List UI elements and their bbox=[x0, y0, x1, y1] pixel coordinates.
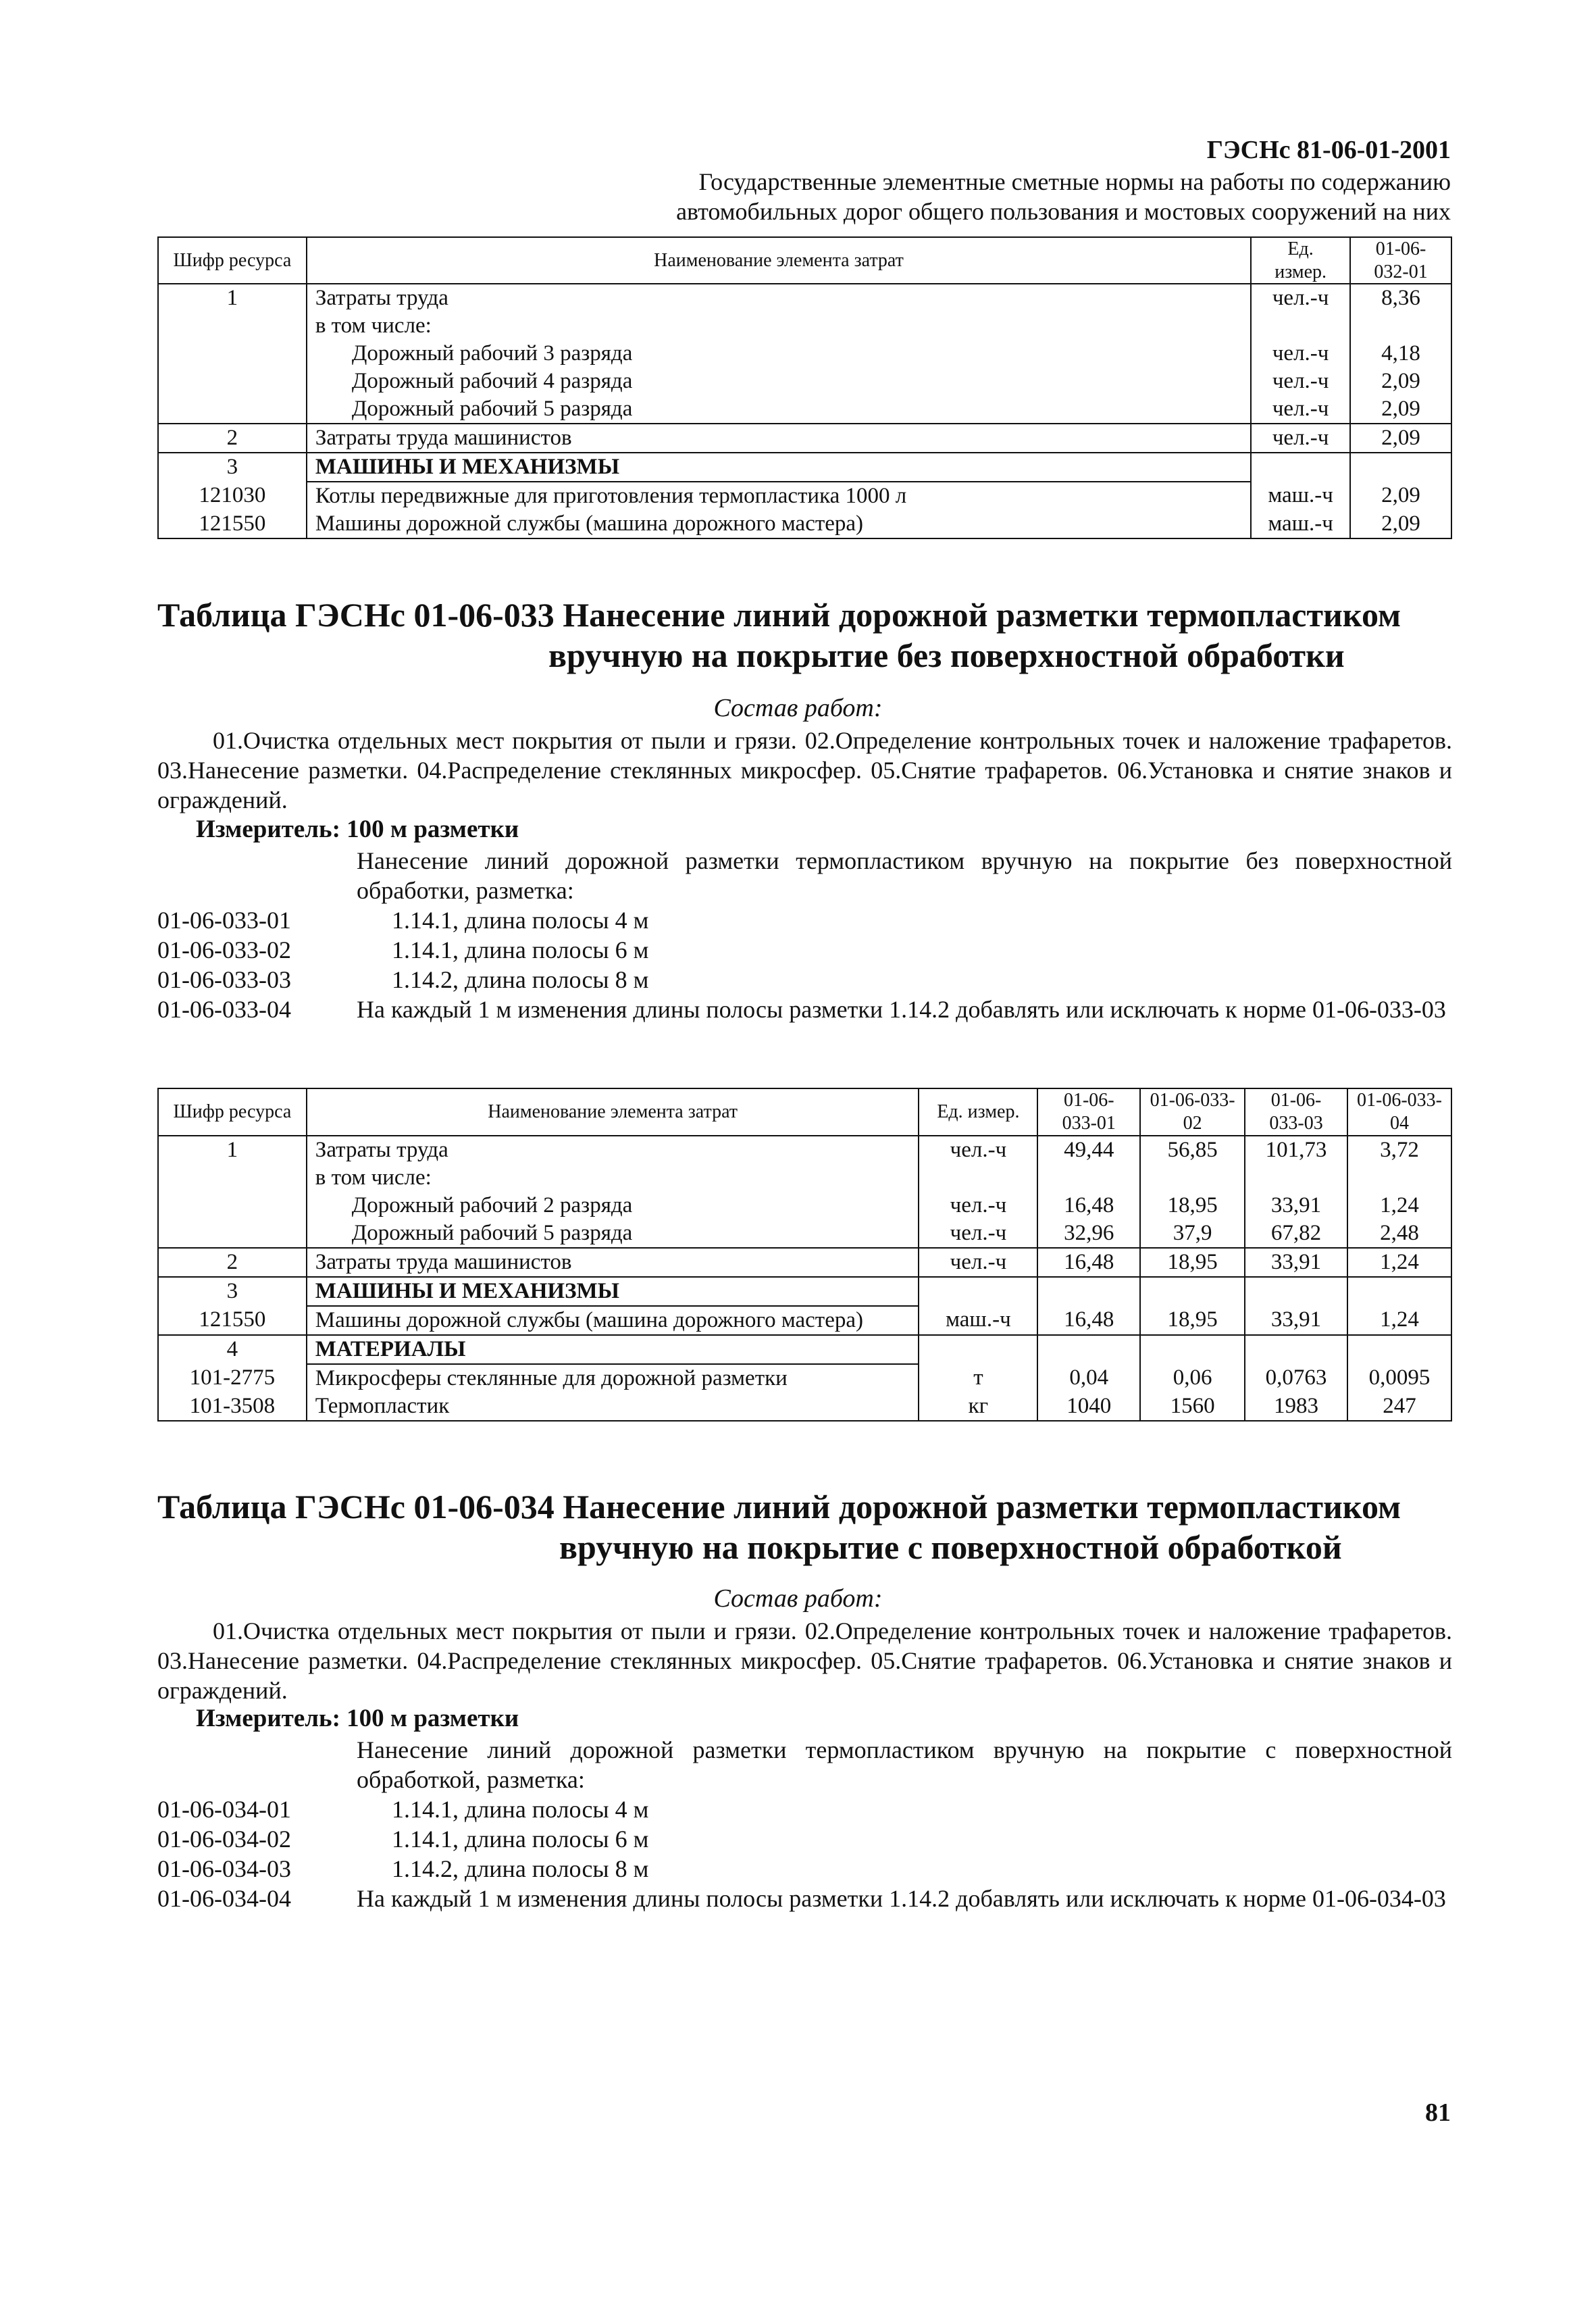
norm-item bbox=[157, 965, 648, 995]
cell-value: 56,85 bbox=[1140, 1136, 1245, 1164]
cell-value: 2,09 bbox=[1350, 395, 1451, 424]
cell-value bbox=[1350, 453, 1451, 482]
norm-item bbox=[157, 1884, 1452, 1943]
cell-value: 1040 bbox=[1037, 1392, 1140, 1421]
table-row bbox=[158, 368, 1451, 395]
cell-unit bbox=[919, 1277, 1037, 1306]
header-name: Наименование элемента затрат bbox=[307, 237, 1251, 284]
header-col1: 01-06-032-01 bbox=[1350, 237, 1451, 284]
header-cipher: Шифр ресурса bbox=[158, 1088, 307, 1136]
cell-cipher: 101-2775 bbox=[158, 1364, 307, 1392]
cell-unit: маш.-ч bbox=[919, 1306, 1037, 1335]
cell-cipher bbox=[158, 1164, 307, 1192]
cell-cipher: 1 bbox=[158, 284, 307, 312]
norm-code: 01-06-033-04 bbox=[157, 996, 291, 1023]
document-code: ГЭСНс 81-06-01-2001 bbox=[1206, 136, 1451, 164]
cell-cipher: 4 bbox=[158, 1335, 307, 1364]
section-033-works bbox=[157, 726, 1452, 815]
table-row bbox=[158, 1192, 1451, 1219]
section-034-title-line2: вручную на покрытие с поверхностной обработкой bbox=[559, 1528, 1342, 1566]
cell-name: Дорожный рабочий 4 разряда bbox=[307, 368, 1251, 395]
section-033-intro: Нанесение линий дорожной разметки термопластиком вручную на покрытие без поверхностной обработки, разметка: bbox=[357, 847, 1452, 904]
header-col3: 01-06-033-03 bbox=[1245, 1088, 1347, 1136]
section-033-title-line1: Таблица ГЭСНс 01-06-033 Нанесение линий дорожной разметки термопластиком bbox=[157, 596, 1401, 634]
cell-value: 2,09 bbox=[1350, 424, 1451, 453]
norm-code: 01-06-034-04 bbox=[157, 1885, 291, 1912]
header-unit: Ед. измер. bbox=[919, 1088, 1037, 1136]
cell-unit: чел.-ч bbox=[919, 1248, 1037, 1277]
header-col1: 01-06-033-01 bbox=[1037, 1088, 1140, 1136]
cell-name: Дорожный рабочий 2 разряда bbox=[307, 1192, 919, 1219]
table-row bbox=[158, 284, 1451, 312]
cell-value: 1,24 bbox=[1347, 1192, 1451, 1219]
cell-value: 33,91 bbox=[1245, 1306, 1347, 1335]
cell-cipher bbox=[158, 1219, 307, 1248]
section-033-title-line2: вручную на покрытие без поверхностной обработки bbox=[548, 636, 1345, 674]
cell-cipher: 2 bbox=[158, 424, 307, 453]
cell-value bbox=[1140, 1164, 1245, 1192]
cell-value: 3,72 bbox=[1347, 1136, 1451, 1164]
cell-unit: чел.-ч bbox=[1251, 284, 1350, 312]
norm-code: 01-06-034-01 bbox=[157, 1796, 291, 1823]
cell-cipher: 3 bbox=[158, 1277, 307, 1306]
cell-name: Микросферы стеклянные для дорожной разметки bbox=[307, 1364, 919, 1392]
cell-unit: чел.-ч bbox=[1251, 340, 1350, 368]
cell-name: Котлы передвижные для приготовления термопластика 1000 л bbox=[307, 482, 1251, 510]
page-number: 81 bbox=[1425, 2098, 1451, 2127]
cell-value: 32,96 bbox=[1037, 1219, 1140, 1248]
cell-unit: чел.-ч bbox=[919, 1192, 1037, 1219]
cell-value: 1560 bbox=[1140, 1392, 1245, 1421]
cell-name: Затраты труда машинистов bbox=[307, 1248, 919, 1277]
cell-name: Термопластик bbox=[307, 1392, 919, 1421]
section-033-sostav-label: Состав работ: bbox=[713, 694, 883, 722]
cell-value: 67,82 bbox=[1245, 1219, 1347, 1248]
cell-cipher: 1 bbox=[158, 1136, 307, 1164]
cell-value: 18,95 bbox=[1140, 1192, 1245, 1219]
section-034-sostav-label: Состав работ: bbox=[713, 1584, 883, 1613]
cell-value: 2,09 bbox=[1350, 368, 1451, 395]
cell-value: 4,18 bbox=[1350, 340, 1451, 368]
norm-item bbox=[157, 1794, 648, 1824]
section-034-works-text: 01.Очистка отдельных мест покрытия от пыли и грязи. 02.Определение контрольных точек и наложение трафаретов. 03.Нанесение разметки. 04.Распределение стеклянных микросфер. 05.Снятие трафаретов. 06.Установка и снятие знаков и ограждений. bbox=[157, 1617, 1452, 1704]
table-row bbox=[158, 1136, 1451, 1164]
cell-unit: т bbox=[919, 1364, 1037, 1392]
norm-text: 1.14.1, длина полосы 4 м bbox=[392, 1796, 649, 1823]
cell-value bbox=[1140, 1335, 1245, 1364]
table-row bbox=[158, 482, 1451, 510]
cell-cipher bbox=[158, 395, 307, 424]
cell-unit: чел.-ч bbox=[1251, 395, 1350, 424]
cell-cipher: 121550 bbox=[158, 510, 307, 538]
header-unit: Ед. измер. bbox=[1251, 237, 1350, 284]
cell-unit bbox=[919, 1164, 1037, 1192]
cell-cipher bbox=[158, 312, 307, 340]
section-034-works bbox=[157, 1616, 1452, 1705]
cell-value: 37,9 bbox=[1140, 1219, 1245, 1248]
table-row bbox=[158, 1364, 1451, 1392]
cell-value: 18,95 bbox=[1140, 1248, 1245, 1277]
cell-name: в том числе: bbox=[307, 312, 1251, 340]
cell-value: 0,06 bbox=[1140, 1364, 1245, 1392]
cell-value: 1983 bbox=[1245, 1392, 1347, 1421]
cell-value bbox=[1245, 1335, 1347, 1364]
cell-value: 16,48 bbox=[1037, 1192, 1140, 1219]
norm-code: 01-06-034-02 bbox=[157, 1826, 291, 1853]
document-subtitle-line1: Государственные элементные сметные нормы на работы по содержанию bbox=[698, 168, 1451, 195]
cell-value bbox=[1347, 1335, 1451, 1364]
cell-value: 0,0763 bbox=[1245, 1364, 1347, 1392]
header-name: Наименование элемента затрат bbox=[307, 1088, 919, 1136]
norm-text: 1.14.1, длина полосы 4 м bbox=[392, 907, 649, 934]
cell-value bbox=[1347, 1277, 1451, 1306]
cell-name: в том числе: bbox=[307, 1164, 919, 1192]
table-row bbox=[158, 312, 1451, 340]
table-row bbox=[158, 1306, 1451, 1335]
cell-value bbox=[1140, 1277, 1245, 1306]
section-034-title-line1: Таблица ГЭСНс 01-06-034 Нанесение линий дорожной разметки термопластиком bbox=[157, 1488, 1401, 1526]
norm-item bbox=[157, 995, 1452, 1054]
cell-name: Дорожный рабочий 5 разряда bbox=[307, 395, 1251, 424]
norm-text: 1.14.2, длина полосы 8 м bbox=[392, 966, 649, 993]
table-row bbox=[158, 395, 1451, 424]
cell-value: 8,36 bbox=[1350, 284, 1451, 312]
norm-item bbox=[157, 905, 648, 935]
norm-text: На каждый 1 м изменения длины полосы разметки 1.14.2 добавлять или исключать к норме 01-06-034-03 bbox=[357, 1885, 1446, 1912]
cell-unit: чел.-ч bbox=[1251, 368, 1350, 395]
table-row bbox=[158, 1248, 1451, 1277]
norm-code: 01-06-033-02 bbox=[157, 936, 291, 963]
cell-cipher bbox=[158, 340, 307, 368]
table-row bbox=[158, 1164, 1451, 1192]
cell-name: Затраты труда bbox=[307, 284, 1251, 312]
section-033-izmeritel: Измеритель: 100 м разметки bbox=[196, 815, 519, 843]
cell-value: 0,04 bbox=[1037, 1364, 1140, 1392]
norm-text: На каждый 1 м изменения длины полосы разметки 1.14.2 добавлять или исключать к норме 01-06-033-03 bbox=[357, 996, 1446, 1023]
cell-value: 16,48 bbox=[1037, 1248, 1140, 1277]
table-row bbox=[158, 453, 1451, 482]
cell-value: 1,24 bbox=[1347, 1306, 1451, 1335]
section-034-intro: Нанесение линий дорожной разметки термопластиком вручную на покрытие с поверхностной обработкой, разметка: bbox=[357, 1736, 1452, 1793]
header-col2: 01-06-033-02 bbox=[1140, 1088, 1245, 1136]
cell-unit: чел.-ч bbox=[919, 1219, 1037, 1248]
table-row bbox=[158, 424, 1451, 453]
cell-cipher bbox=[158, 368, 307, 395]
cell-value: 247 bbox=[1347, 1392, 1451, 1421]
cell-unit: кг bbox=[919, 1392, 1037, 1421]
cell-name: Машины дорожной службы (машина дорожного мастера) bbox=[307, 510, 1251, 538]
cell-cipher: 2 bbox=[158, 1248, 307, 1277]
section-033-works-text: 01.Очистка отдельных мест покрытия от пыли и грязи. 02.Определение контрольных точек и наложение трафаретов. 03.Нанесение разметки. 04.Распределение стеклянных микросфер. 05.Снятие трафаретов. 06.Установка и снятие знаков и ограждений. bbox=[157, 727, 1452, 813]
cell-name: Машины дорожной службы (машина дорожного мастера) bbox=[307, 1306, 919, 1335]
cell-value bbox=[1245, 1164, 1347, 1192]
table-row bbox=[158, 1335, 1451, 1364]
table-row bbox=[158, 1277, 1451, 1306]
cell-unit bbox=[919, 1335, 1037, 1364]
cell-value: 33,91 bbox=[1245, 1248, 1347, 1277]
cell-name: МАШИНЫ И МЕХАНИЗМЫ bbox=[307, 1277, 919, 1306]
table-row bbox=[158, 340, 1451, 368]
cell-value bbox=[1245, 1277, 1347, 1306]
cell-unit: маш.-ч bbox=[1251, 482, 1350, 510]
norm-text: 1.14.1, длина полосы 6 м bbox=[392, 936, 649, 963]
norm-item bbox=[157, 1824, 648, 1854]
cell-value: 1,24 bbox=[1347, 1248, 1451, 1277]
cell-name: Дорожный рабочий 5 разряда bbox=[307, 1219, 919, 1248]
norm-table-032 bbox=[157, 236, 1452, 539]
table-header-row bbox=[158, 237, 1451, 284]
cell-value: 2,09 bbox=[1350, 482, 1451, 510]
cell-name: МАШИНЫ И МЕХАНИЗМЫ bbox=[307, 453, 1251, 482]
cell-value: 33,91 bbox=[1245, 1192, 1347, 1219]
cell-cipher: 3 bbox=[158, 453, 307, 482]
cell-unit bbox=[1251, 312, 1350, 340]
cell-name: Дорожный рабочий 3 разряда bbox=[307, 340, 1251, 368]
norm-text: 1.14.2, длина полосы 8 м bbox=[392, 1855, 649, 1882]
table-row bbox=[158, 1392, 1451, 1421]
norm-code: 01-06-034-03 bbox=[157, 1855, 291, 1882]
norm-code: 01-06-033-03 bbox=[157, 966, 291, 993]
document-subtitle-line2: автомобильных дорог общего пользования и мостовых сооружений на них bbox=[676, 198, 1451, 225]
norm-item bbox=[157, 935, 648, 965]
cell-value bbox=[1037, 1164, 1140, 1192]
header-cipher: Шифр ресурса bbox=[158, 237, 307, 284]
cell-cipher bbox=[158, 1192, 307, 1219]
cell-unit bbox=[1251, 453, 1350, 482]
table-row bbox=[158, 510, 1451, 538]
table-row bbox=[158, 1219, 1451, 1248]
cell-cipher: 121550 bbox=[158, 1306, 307, 1335]
norm-table-033 bbox=[157, 1088, 1452, 1422]
cell-name: Затраты труда bbox=[307, 1136, 919, 1164]
cell-value bbox=[1350, 312, 1451, 340]
cell-value: 2,48 bbox=[1347, 1219, 1451, 1248]
cell-name: МАТЕРИАЛЫ bbox=[307, 1335, 919, 1364]
norm-text: 1.14.1, длина полосы 6 м bbox=[392, 1826, 649, 1853]
norm-code: 01-06-033-01 bbox=[157, 907, 291, 934]
cell-value: 18,95 bbox=[1140, 1306, 1245, 1335]
cell-value bbox=[1347, 1164, 1451, 1192]
cell-unit: чел.-ч bbox=[919, 1136, 1037, 1164]
cell-name: Затраты труда машинистов bbox=[307, 424, 1251, 453]
cell-value: 0,0095 bbox=[1347, 1364, 1451, 1392]
cell-cipher: 121030 bbox=[158, 482, 307, 510]
cell-value: 16,48 bbox=[1037, 1306, 1140, 1335]
cell-value: 49,44 bbox=[1037, 1136, 1140, 1164]
section-034-izmeritel: Измеритель: 100 м разметки bbox=[196, 1705, 519, 1732]
cell-value bbox=[1037, 1277, 1140, 1306]
header-col4: 01-06-033-04 bbox=[1347, 1088, 1451, 1136]
cell-value: 2,09 bbox=[1350, 510, 1451, 538]
cell-value: 101,73 bbox=[1245, 1136, 1347, 1164]
norm-item bbox=[157, 1854, 648, 1884]
cell-unit: чел.-ч bbox=[1251, 424, 1350, 453]
cell-cipher: 101-3508 bbox=[158, 1392, 307, 1421]
table-header-row bbox=[158, 1088, 1451, 1136]
cell-value bbox=[1037, 1335, 1140, 1364]
cell-unit: маш.-ч bbox=[1251, 510, 1350, 538]
